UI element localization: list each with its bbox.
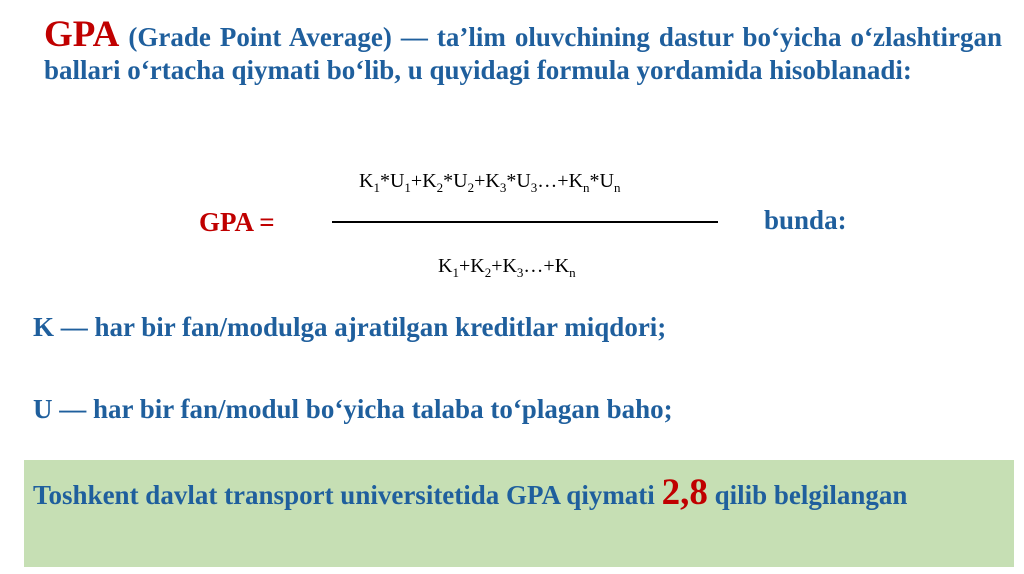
definition-k: K — har bir fan/modulga ajratilgan kreditlar miqdori; [33, 312, 667, 342]
numerator-term: $K_n*U_n$ [568, 170, 621, 195]
bunda-label: bunda: [764, 205, 847, 235]
gpa-value: 2,8 [661, 472, 708, 513]
definition-u: U — har bir fan/modul bo‘yicha talaba to‘plagan baho; [33, 394, 673, 424]
note-text [33, 472, 993, 513]
note-text-after: qilib belgilangan [707, 480, 908, 510]
denominator-term: $K_n$ [554, 255, 576, 280]
gpa-heading-word: GPA [44, 14, 120, 55]
denominator-term: $K_2+$ [470, 255, 503, 280]
denominator-term: $K_3\dots+$ [502, 255, 555, 280]
intro-text: (Grade Point Average) — ta’lim oluvchining dastur bo‘yicha o‘zlashtirgan ballari o‘rtacha qiymati bo‘lib, u quyidagi formula yordamida hisoblanadi: [44, 22, 1002, 85]
note-text-before: Toshkent davlat transport universitetida GPA qiymati [33, 480, 662, 510]
fraction-bar [332, 221, 718, 223]
formula-label: GPA = [199, 207, 275, 237]
numerator-term: $K_3*U_3\dots+$ [485, 170, 569, 195]
note-box [24, 460, 1014, 567]
denominator-term: $K_1+$ [438, 255, 471, 280]
numerator-term: $K_2*U_2+$ [422, 170, 486, 195]
formula-denominator [438, 255, 576, 281]
numerator-term: $K_1*U_1+$ [359, 170, 423, 195]
formula-numerator [359, 170, 620, 196]
